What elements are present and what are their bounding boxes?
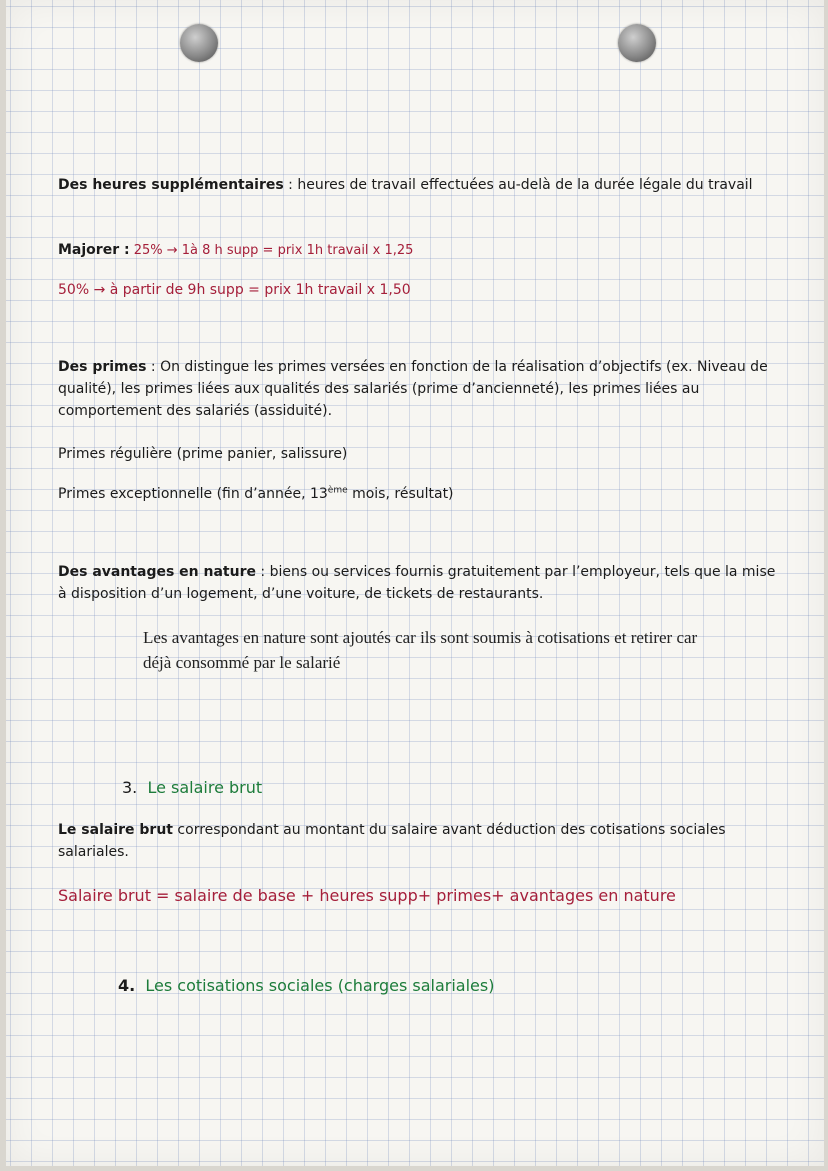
overtime-definition [58,174,768,196]
section4-heading [118,975,494,997]
overtime-term: Des heures supplémentaires [58,177,284,193]
salaire-brut-term: Le salaire brut [58,822,173,838]
overtime-rate-25: 25% → 1à 8 h supp = prix 1h travail x 1,25 [129,243,414,258]
majorer-label: Majorer : [58,242,130,258]
bonuses-exceptional-sup: ème [327,485,348,496]
punch-hole-left [180,24,218,62]
benefits-term: Des avantages en nature [58,564,256,580]
overtime-definition-text: : heures de travail effectuées au-delà de la durée légale du travail [283,177,753,193]
bonuses-exceptional [58,483,778,505]
bonuses-exceptional-after: mois, résultat) [347,486,454,502]
section3-heading [122,777,262,799]
grid-paper-sheet [6,0,824,1166]
bonuses-regular: Primes régulière (prime panier, salissure) [58,446,348,462]
bonuses-term: Des primes [58,359,147,375]
section4-title: Les cotisations sociales (charges salariales) [145,976,495,995]
majorer-line [58,239,778,262]
benefits-note: Les avantages en nature sont ajoutés car ils sont soumis à cotisations et retirer car déjà consommé par le salarié [143,628,698,672]
benefits-definition-text: : biens ou services fournis gratuitement par l’employeur, tels que la mise à disposition d’un logement, d’une voiture, de tickets de restaurants. [58,564,776,602]
punch-hole-right [618,24,656,62]
section4-number: 4. [118,976,136,995]
salaire-brut-definition [58,819,770,863]
section3-number: 3. [122,778,138,797]
bonuses-exceptional-before: Primes exceptionnelle (fin d’année, 13 [58,486,328,502]
benefits-definition [58,561,788,605]
salaire-brut-formula: Salaire brut = salaire de base + heures supp+ primes+ avantages en nature [58,886,676,905]
salaire-brut-definition-text: correspondant au montant du salaire avant déduction des cotisations sociales salariales. [58,822,726,860]
bonuses-definition [58,356,783,422]
section3-title: Le salaire brut [147,778,263,797]
overtime-rate-50: 50% → à partir de 9h supp = prix 1h travail x 1,50 [58,282,411,298]
bonuses-definition-text: : On distingue les primes versées en fonction de la réalisation d’objectifs (ex. Niveau de qualité), les primes liées aux qualités des salariés (prime d’ancienneté), les primes liées au comportement des salariés (assiduité). [58,359,768,419]
